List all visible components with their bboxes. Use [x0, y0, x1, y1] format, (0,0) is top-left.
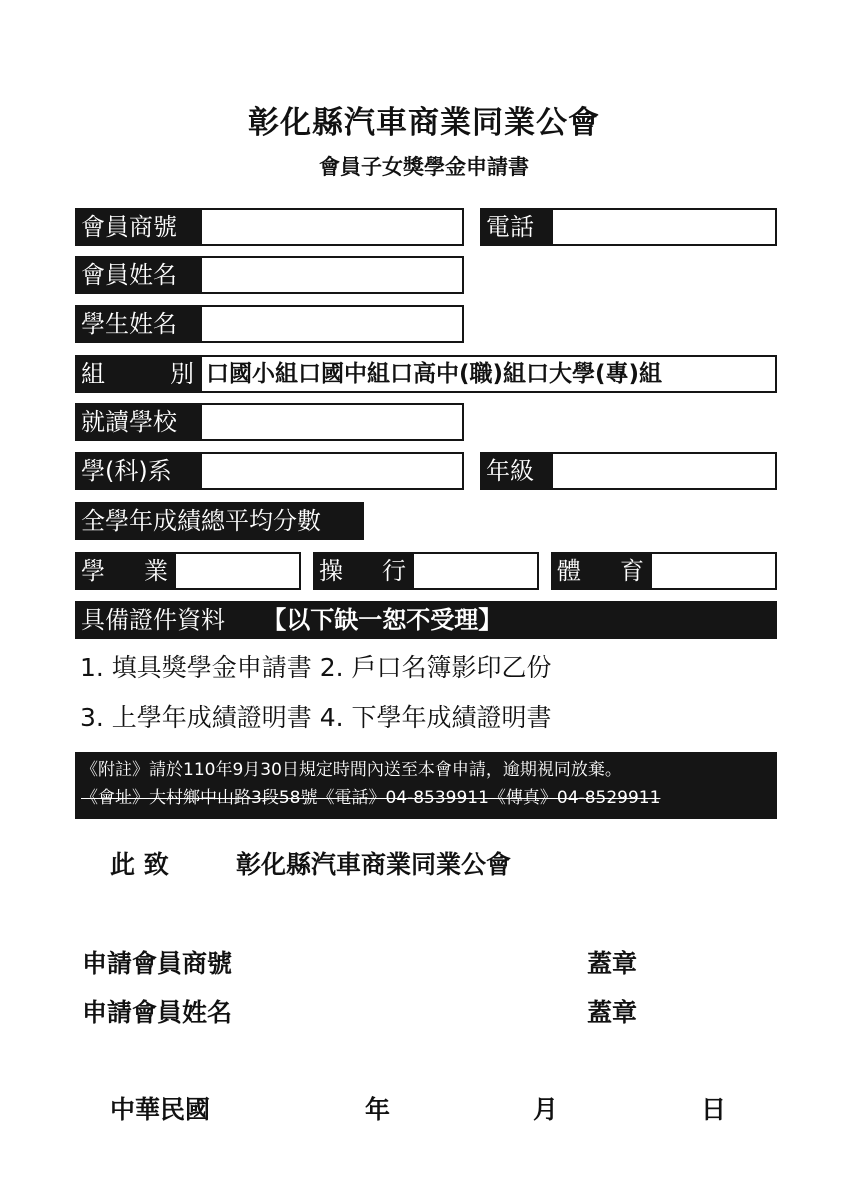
school-label: 就讀學校: [75, 403, 202, 441]
conduct-score-field[interactable]: [412, 552, 539, 590]
pe-score-field[interactable]: [650, 552, 777, 590]
member-name-label: 會員姓名: [75, 256, 202, 294]
phone-label: 電話: [480, 208, 553, 246]
requirements-header: [75, 601, 777, 639]
form-subtitle: 會員子女獎學金申請書: [319, 155, 529, 179]
requirements-heading: 具備證件資料: [81, 606, 225, 634]
notice-box: [75, 752, 777, 819]
group-label: [75, 355, 202, 393]
phone-field[interactable]: [551, 208, 777, 246]
school-field[interactable]: [200, 403, 464, 441]
requirements-line-1: 1. 填具獎學金申請書 2. 戶口名簿影印乙份: [80, 653, 552, 682]
notice-line-2: 《會址》大村鄉中山路3段58號《電話》04-8539911《傳真》04-8529911: [81, 788, 661, 808]
average-score-label: 全學年成績總平均分數: [75, 502, 364, 540]
student-name-label: 學生姓名: [75, 305, 202, 343]
department-label: 學(科)系: [75, 452, 202, 490]
student-name-field[interactable]: [200, 305, 464, 343]
pe-label: [551, 552, 652, 590]
academic-score-field[interactable]: [174, 552, 301, 590]
member-id-label: 會員商號: [75, 208, 202, 246]
date-month: 月: [533, 1095, 559, 1124]
academic-label-b: 業: [144, 557, 168, 585]
grade-field[interactable]: [551, 452, 777, 490]
closing-to-label: 此 致: [110, 850, 169, 879]
applicant-name-label: 申請會員姓名: [82, 998, 233, 1027]
academic-label: [75, 552, 176, 590]
seal-label-2: 蓋章: [587, 998, 638, 1027]
pe-label-a: 體: [557, 557, 581, 585]
requirements-line-2: 3. 上學年成績證明書 4. 下學年成績證明書: [80, 703, 552, 732]
closing-organization: 彰化縣汽車商業同業公會: [236, 850, 512, 879]
requirements-heading-note: 【以下缺一恕不受理】: [262, 606, 503, 634]
conduct-label-b: 行: [382, 557, 406, 585]
date-year: 年: [365, 1095, 391, 1124]
academic-label-a: 學: [81, 557, 105, 585]
member-id-field[interactable]: [200, 208, 464, 246]
member-name-field[interactable]: [200, 256, 464, 294]
applicant-id-label: 申請會員商號: [82, 949, 233, 978]
group-options[interactable]: 口國小組口國中組口高中(職)組口大學(專)組: [200, 355, 777, 393]
pe-label-b: 育: [620, 557, 644, 585]
date-day: 日: [701, 1095, 727, 1124]
group-label-a: 組: [81, 360, 105, 388]
seal-label-1: 蓋章: [587, 949, 638, 978]
grade-label: 年級: [480, 452, 553, 490]
department-field[interactable]: [200, 452, 464, 490]
form-title: 彰化縣汽車商業同業公會: [248, 105, 600, 141]
date-era: 中華民國: [110, 1095, 211, 1124]
conduct-label: [313, 552, 414, 590]
group-label-b: 別: [170, 360, 194, 388]
conduct-label-a: 操: [319, 557, 343, 585]
notice-line-1: 《附註》請於110年9月30日規定時間內送至本會申請，逾期視同放棄。: [81, 760, 622, 780]
